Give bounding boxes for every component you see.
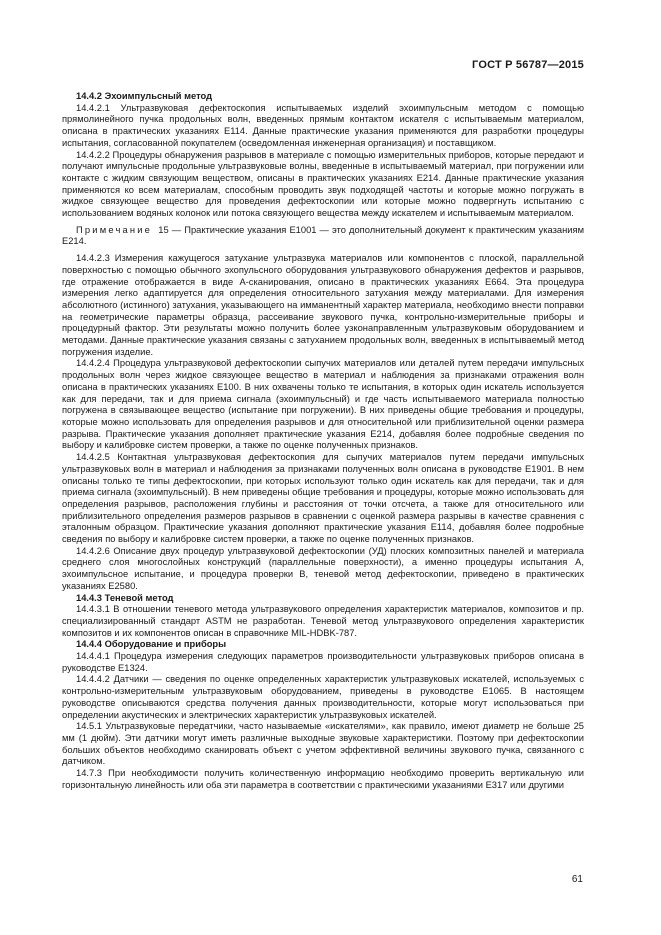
page-number: 61 — [571, 874, 583, 885]
paragraph-14-4-4-2: 14.4.4.2 Датчики — сведения по оценке определенных характеристик ультразвуковых искателей, используемых с контрольно-измерительным ультразвуковым оборудованием, приведены в руководстве Е1065. В настоящем руководстве описываются средства получения данных производительности, которые могут использоваться при определении акустических и электрических характеристик ультразвуковых искателей. — [62, 674, 584, 720]
document-body — [62, 91, 584, 791]
paragraph-14-4-2-1: 14.4.2.1 Ультразвуковая дефектоскопия испытываемых изделий эхоимпульсным методом с помощью прямолинейного пучка продольных волн, введенных прямым контактом искателя с испытываемым материалом, описана в практических указаниях Е114. Данные практические указания применяются для разработки процедуры испытания, согласованной покупателем (осведомленная инженерная организация) и поставщиком. — [62, 102, 584, 148]
paragraph-14-4-2-2: 14.4.2.2 Процедуры обнаружения разрывов в материале с помощью измерительных приборов, которые передают и получают импульсные продольные ультразвуковые волны, введенные в испытываемый материал, при погружении или контакте с жидким связующим веществом, описаны в практических указаниях Е214. Данные практические указания применяются ко всем материалам, способным проводить звук подходящей частоты и которые можно погружать в жидкое связующее вещество для проведения дефектоскопии или которые можно подвергнуть испытанию с использованием водяных колонок или потока связующего вещества между искателем и испытываемым материалом. — [62, 149, 584, 219]
paragraph-14-5-1: 14.5.1 Ультразвуковые передатчики, часто называемые «искателями», как правило, имеют диаметр не больше 25 мм (1 дюйм). Эти датчики могут иметь различные выходные звуковые характеристики. Поэтому при дефектоскопии больших объектов необходимо сканировать объект с учетом эффективной величины звукового пучка, связанного с датчиком. — [62, 721, 584, 767]
paragraph-14-4-2-5: 14.4.2.5 Контактная ультразвуковая дефектоскопия для сыпучих материалов путем передачи импульсных ультразвуковых волн в материал и наблюдения за признаками полученных волн описана в руководстве Е1901. В нем описаны только те типы дефектоскопии, при которых используют только один искатель как для передачи, так и для приема сигнала (эхоимпульсный). В нем приведены общие требования и процедуры, которые можно использовать для определения разрывов, расположения глубины и расстояния от точки отсчета, а также для относительного или приблизительного определения размеров разрывов в сравнении с оценкой размера разрывы в качестве сравнения с эталонным образцом. Практические указания дополняют практические указания Е114, добавляя более подробные сведения по выбору и калибровке систем проверки, а также по оценке полученных признаков. — [62, 452, 584, 545]
note-text: 15 — Практические указания Е1001 — это дополнительный документ к практическим указаниям Е214. — [62, 224, 584, 247]
section-heading-14-4-2: 14.4.2 Эхоимпульсный метод — [76, 91, 213, 101]
paragraph-14-4-3-1: 14.4.3.1 В отношении теневого метода ультразвукового определения характеристик материалов, композитов и пр. специализированный стандарт ASTM не разработан. Теневой метод ультразвукового определения характеристик композитов и их компонентов описан в справочнике MIL-HDBK-787. — [62, 604, 584, 638]
note-15 — [62, 225, 584, 248]
note-label: Примечание — [76, 224, 153, 235]
paragraph-14-7-3: 14.7.3 При необходимости получить количественную информацию необходимо проверить вертикальную или горизонтальную линейность или оба эти параметра в соответствии с практическими указаниями Е317 или другими — [62, 768, 584, 790]
section-heading-14-4-4: 14.4.4 Оборудование и приборы — [76, 639, 227, 650]
standard-code: ГОСТ Р 56787—2015 — [472, 59, 584, 71]
section-heading-14-4-3: 14.4.3 Теневой метод — [76, 592, 174, 603]
paragraph-14-4-2-4: 14.4.2.4 Процедура ультразвуковой дефектоскопии сыпучих материалов или деталей путем передачи импульсных продольных волн через жидкое связующее вещество в материал и наблюдения за признаками отражения волн описана в практических указаниях Е100. В них охвачены только те испытания, в которых один искатель используется как для передачи, так и для приема сигнала (эхоимпульсный) и где часть испытываемого материала полностью погружена в связывающее вещество (испытание при погружении). В них приведены общие требования и процедуры, которые можно использовать для определения разрывов и для относительной или приблизительной оценки размера разрыва. Практические указания дополняет практические указания Е214, добавляя более подробные сведения по выбору и калибровке систем проверки, а также по оценке полученных признаков. — [62, 358, 584, 451]
paragraph-14-4-2-6: 14.4.2.6 Описание двух процедур ультразвуковой дефектоскопии (УД) плоских композитных панелей и материала среднего слоя многослойных конструкций (параллельные поверхности), а именно процедуры испытания А, эхоимпульсное испытание, и процедура проверки В, теневой метод дефектоскопии, приведено в практических указаниях Е2580. — [62, 545, 584, 591]
paragraph-14-4-4-1: 14.4.4.1 Процедура измерения следующих параметров производительности ультразвуковых приборов описана в руководстве Е1324. — [62, 651, 584, 673]
paragraph-14-4-2-3: 14.4.2.3 Измерения кажущегося затухание ультразвука материалов или компонентов с плоской, параллельной поверхностью с помощью обычного эхопульсного оборудования ультразвукового обнаружения дефектов и разрывов, где отражение отображается в виде А-сканирования, описано в практических указаниях Е664. Эта процедура измерения легко адаптируется для определения относительного затухания между материалами. Для измерения абсолютного (истинного) затухания, указывающего на имманентный характер материала, необходимо внести поправки на геометрические параметры образца, рассеивание звукового пучка, контрольно-измерительные приборы и процедурный фактор. Эти результаты можно получить более узконаправленным ультразвуковым оборудованием и методами. Данные практические указания связаны с затуханием продольных волн, введенных в испытываемый метод погружения изделие. — [62, 253, 584, 357]
